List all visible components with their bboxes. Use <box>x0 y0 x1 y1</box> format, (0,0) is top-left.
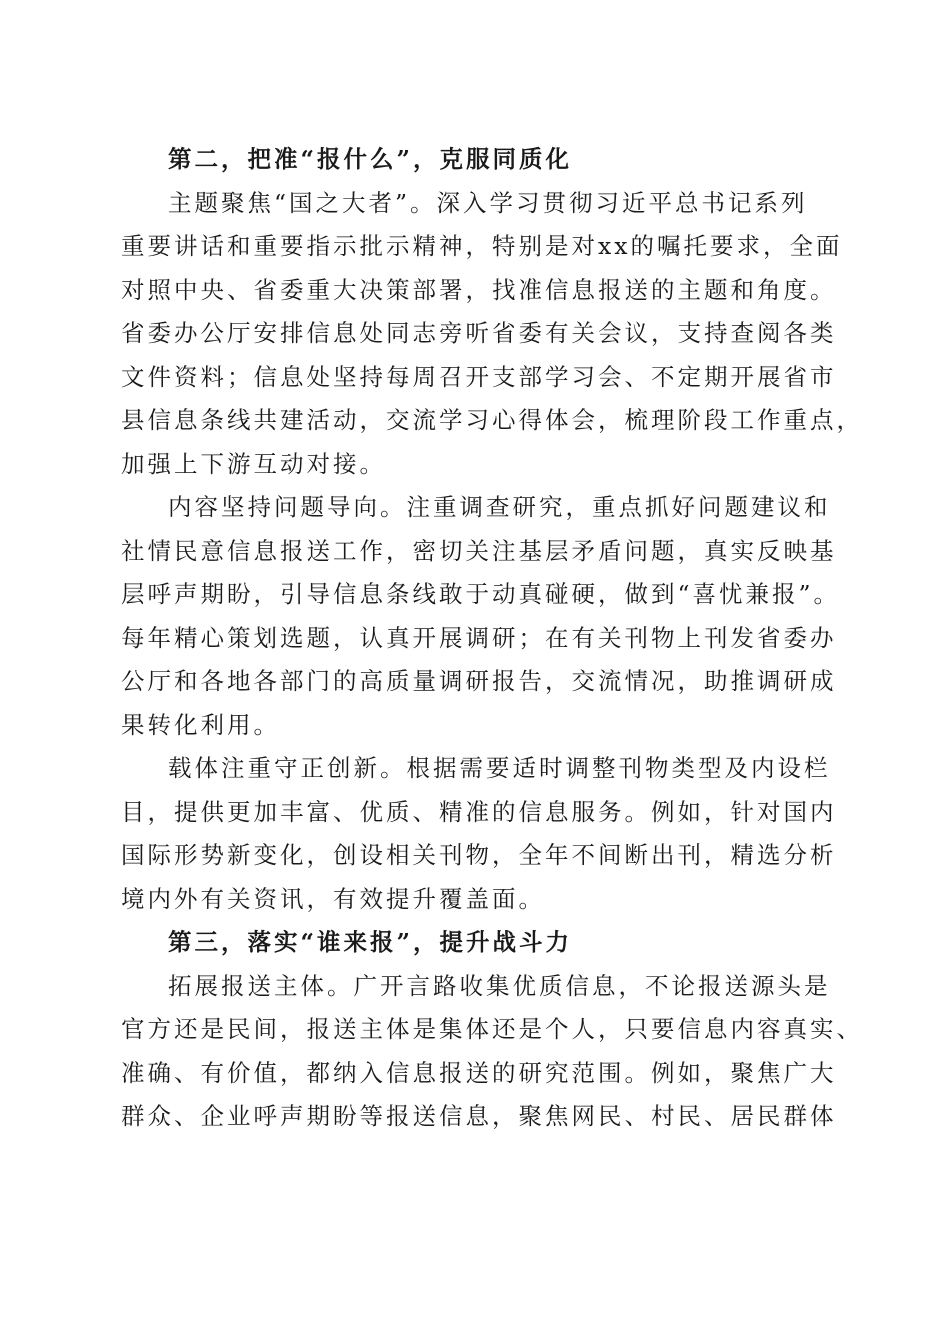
section-2-paragraph-2 <box>121 486 841 747</box>
text-line: 每年精心策划选题，认真开展调研；在有关刊物上刊发省委办 <box>121 623 837 652</box>
text-line: 目，提供更加丰富、优质、精准的信息服务。例如，针对国内 <box>121 797 837 826</box>
text-line: 文件资料；信息处坚持每周召开支部学习会、不定期开展省市 <box>121 362 837 391</box>
text-line: 省委办公厅安排信息处同志旁听省委有关会议，支持查阅各类 <box>121 319 837 347</box>
text-line: 果转化利用。 <box>121 710 280 739</box>
document-page <box>121 138 863 1139</box>
text-line: 内容坚持问题导向。注重调查研究，重点抓好问题建议和 <box>168 493 831 521</box>
text-line: 群众、企业呼声期盼等报送信息，聚焦网民、村民、居民群体 <box>121 1102 837 1130</box>
text-line: 官方还是民间，报送主体是集体还是个人，只要信息内容真实、 <box>121 1015 863 1043</box>
text-line: 公厅和各地各部门的高质量调研报告，交流情况，助推调研成 <box>121 667 837 695</box>
section-2-paragraph-1 <box>121 182 863 487</box>
heading-line: 第三，落实“谁来报”，提升战斗力 <box>168 928 573 956</box>
section-3-paragraph-1 <box>121 965 863 1139</box>
text-line: 国际形势新变化，创设相关刊物，全年不间断出刊，精选分析 <box>121 841 837 869</box>
text-line: 准确、有价值，都纳入信息报送的研究范围。例如，聚焦广大 <box>121 1058 837 1087</box>
text-line: 重要讲话和重要指示批示精神，特别是对xx的嘱托要求，全面 <box>121 232 843 260</box>
heading-line: 第二，把准“报什么”，克服同质化 <box>168 145 573 173</box>
text-line: 拓展报送主体。广开言路收集优质信息，不论报送源头是 <box>168 971 831 1000</box>
section-2-heading <box>121 138 833 182</box>
text-line: 加强上下游互动对接。 <box>121 449 386 478</box>
text-line: 层呼声期盼，引导信息条线敢于动真碰硬，做到“喜忧兼报”。 <box>121 580 841 608</box>
text-line: 主题聚焦“国之大者”。深入学习贯彻习近平总书记系列 <box>168 188 808 217</box>
text-line: 社情民意信息报送工作，密切关注基层矛盾问题，真实反映基 <box>121 536 837 565</box>
section-2-paragraph-3 <box>121 747 837 921</box>
text-line: 县信息条线共建活动，交流学习心得体会，梳理阶段工作重点， <box>121 406 863 434</box>
text-line: 境内外有关资讯，有效提升覆盖面。 <box>121 884 545 913</box>
text-line: 载体注重守正创新。根据需要适时调整刊物类型及内设栏 <box>168 754 831 782</box>
section-3-heading <box>121 921 833 965</box>
text-line: 对照中央、省委重大决策部署，找准信息报送的主题和角度。 <box>121 275 837 304</box>
